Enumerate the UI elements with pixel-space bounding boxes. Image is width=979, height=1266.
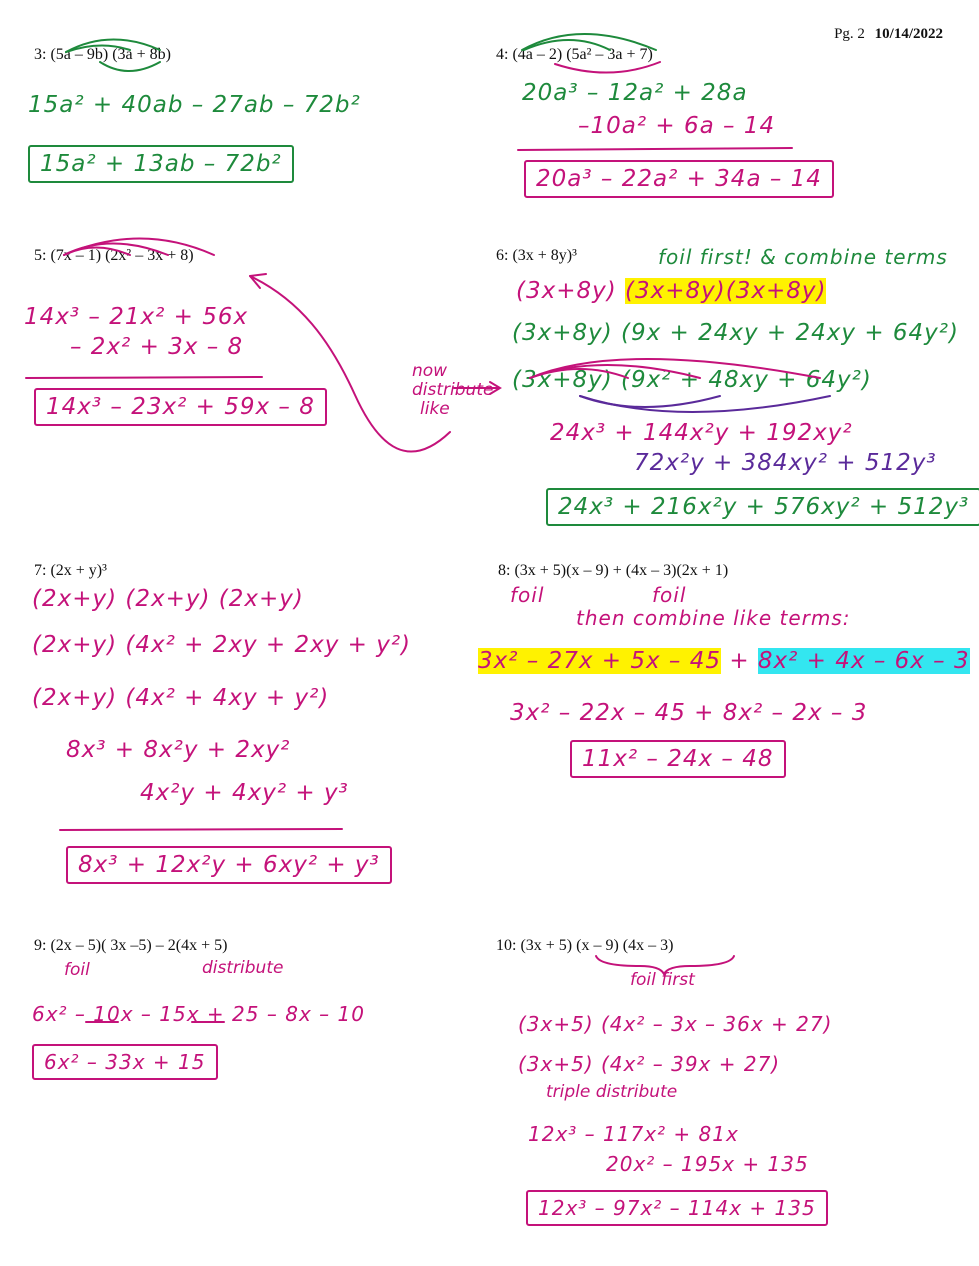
- page-header: [834, 26, 943, 43]
- problem-6-line-2: (3x+8y) (9x + 24xy + 24xy + 64y²): [512, 320, 959, 346]
- problem-5-sum-line: [26, 377, 262, 378]
- problem-6-line-3: (3x+8y) (9x² + 48xy + 64y²): [512, 367, 872, 393]
- problem-7-line-2: (2x+y) (4x² + 2xy + 2xy + y²): [32, 632, 412, 658]
- problem-9-distribute-note: distribute: [202, 958, 284, 978]
- problem-10-line-4: 20x² – 195x + 135: [606, 1152, 809, 1176]
- problem-6-line-1-a: (3x+8y): [516, 278, 617, 304]
- problem-3-line-1: 15a² + 40ab – 27ab – 72b²: [28, 92, 361, 118]
- problem-6-line-5: 72x²y + 384xy² + 512y³: [634, 450, 937, 476]
- problem-6-line-4: 24x³ + 144x²y + 192xy²: [550, 420, 853, 446]
- problem-8-foil-2: foil: [652, 583, 687, 607]
- problem-9-answer: 6x² – 33x + 15: [32, 1044, 218, 1080]
- problem-8-foil-result-2: 8x² + 4x – 6x – 3: [757, 648, 970, 674]
- problem-9-line-1: 6x² – 10x – 15x + 25 – 8x – 10: [32, 1002, 365, 1026]
- problem-4-line-1: 20a³ – 12a² + 28a: [522, 80, 748, 106]
- problem-7-sum-line: [60, 829, 342, 830]
- problem-10-statement: 10: (3x + 5) (x – 9) (4x – 3): [496, 937, 674, 954]
- note-word-now: now: [412, 361, 448, 381]
- problem-6-note: foil first! & combine terms: [658, 245, 948, 269]
- problem-5-note: [412, 362, 493, 419]
- problem-4-statement: 4: (4a – 2) (5a² – 3a + 7): [496, 46, 653, 63]
- page-date: 10/14/2022: [874, 26, 943, 42]
- problem-4-answer: 20a³ – 22a² + 34a – 14: [524, 160, 834, 198]
- problem-6-arc: [580, 396, 720, 407]
- problem-5-statement: 5: (7x – 1) (2x² – 3x + 8): [34, 247, 194, 264]
- problem-8-line-1: [478, 648, 970, 674]
- page-number: Pg. 2: [834, 26, 865, 42]
- problem-10-line-2: (3x+5) (4x² – 39x + 27): [518, 1052, 781, 1076]
- problem-8-foil-1: foil: [510, 583, 545, 607]
- problem-8-note: then combine like terms:: [576, 606, 851, 630]
- problem-4-sum-line: [518, 148, 792, 150]
- problem-8-statement: 8: (3x + 5)(x – 9) + (4x – 3)(2x + 1): [498, 562, 729, 579]
- problem-8-foil-result-1: 3x² – 27x + 5x – 45: [478, 648, 721, 674]
- problem-6-answer: 24x³ + 216x²y + 576xy² + 512y³: [546, 488, 979, 526]
- problem-6-line-1: [516, 278, 826, 304]
- problem-3-answer: 15a² + 13ab – 72b²: [28, 145, 294, 183]
- problem-6-arc: [580, 396, 830, 412]
- problem-10-note: foil first: [630, 970, 695, 990]
- problem-10-line-1: (3x+5) (4x² – 3x – 36x + 27): [518, 1012, 833, 1036]
- problem-9-statement: 9: (2x – 5)( 3x –5) – 2(4x + 5): [34, 937, 228, 954]
- problem-8-line-2: 3x² – 22x – 45 + 8x² – 2x – 3: [510, 700, 868, 726]
- problem-5-answer: 14x³ – 23x² + 59x – 8: [34, 388, 327, 426]
- note-word-distribute: distribute: [412, 380, 494, 400]
- problem-3-statement: 3: (5a – 9b) (3a + 8b): [34, 46, 171, 63]
- problem-8-answer: 11x² – 24x – 48: [570, 740, 786, 778]
- arrow-head-icon: [250, 274, 266, 288]
- problem-10-line-3: 12x³ – 117x² + 81x: [528, 1122, 739, 1146]
- problem-6-line-1-highlighted: (3x+8y)(3x+8y): [625, 278, 827, 304]
- problem-7-line-3: (2x+y) (4x² + 4xy + y²): [32, 685, 330, 711]
- problem-5-line-2: – 2x² + 3x – 8: [70, 334, 244, 360]
- problem-4-line-2: –10a² + 6a – 14: [578, 113, 776, 139]
- problem-6-statement: 6: (3x + 8y)³: [496, 247, 577, 264]
- problem-7-line-1: (2x+y) (2x+y) (2x+y): [32, 586, 304, 612]
- problem-5-line-1: 14x³ – 21x² + 56x: [24, 304, 249, 330]
- problem-10-answer: 12x³ – 97x² – 114x + 135: [526, 1190, 828, 1226]
- problem-7-line-5: 4x²y + 4xy² + y³: [140, 780, 349, 806]
- problem-7-answer: 8x³ + 12x²y + 6xy² + y³: [66, 846, 392, 884]
- problem-7-statement: 7: (2x + y)³: [34, 562, 107, 579]
- problem-9-foil-note: foil: [64, 960, 90, 980]
- note-word-like: like: [420, 399, 450, 419]
- problem-7-line-4: 8x³ + 8x²y + 2xy²: [66, 737, 291, 763]
- problem-10-note-2: triple distribute: [546, 1082, 678, 1102]
- problem-8-plus: +: [729, 648, 750, 674]
